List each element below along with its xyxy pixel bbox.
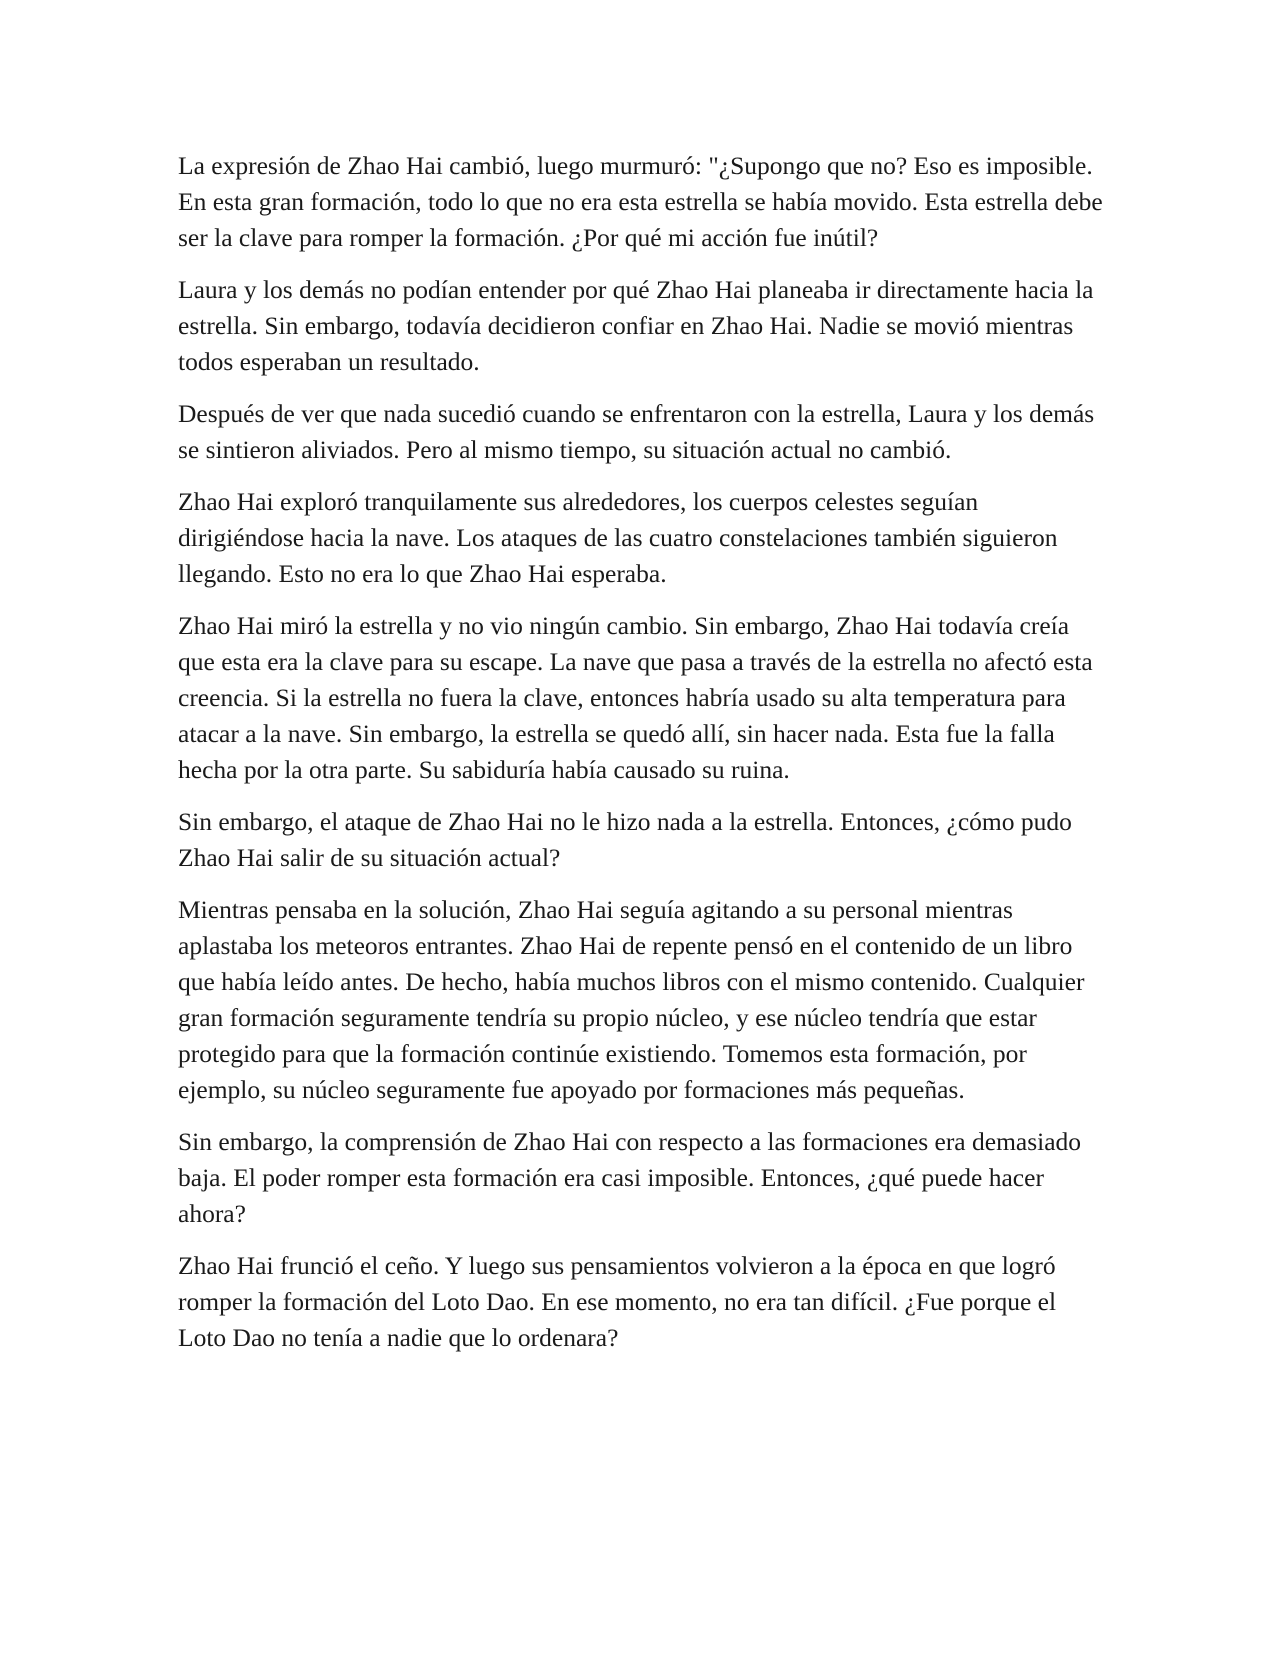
paragraph-3: Después de ver que nada sucedió cuando se enfrentaron con la estrella, Laura y los demás se sintieron aliviados. Pero al mismo tiempo, su situación actual no cambió. bbox=[178, 399, 1095, 464]
document-body bbox=[178, 148, 1108, 1372]
paragraph-8: Sin embargo, la comprensión de Zhao Hai con respecto a las formaciones era demasiado baja. El poder romper esta formación era casi imposible. Entonces, ¿qué puede hacer ahora? bbox=[178, 1127, 1082, 1228]
paragraph-5: Zhao Hai miró la estrella y no vio ningún cambio. Sin embargo, Zhao Hai todavía creía que esta era la clave para su escape. La nave que pasa a través de la estrella no afectó esta creencia. Si la estrella no fuera la clave, entonces habría usado su alta temperatura para atacar a la nave. Sin embargo, la estrella se quedó allí, sin hacer nada. Esta fue la falla hecha por la otra parte. Su sabiduría había causado su ruina. bbox=[178, 611, 1093, 784]
paragraph-7: Mientras pensaba en la solución, Zhao Hai seguía agitando a su personal mientras aplastaba los meteoros entrantes. Zhao Hai de repente pensó en el contenido de un libro que había leído antes. De hecho, había muchos libros con el mismo contenido. Cualquier gran formación seguramente tendría su propio núcleo, y ese núcleo tendría que estar protegido para que la formación continúe existiendo. Tomemos esta formación, por ejemplo, su núcleo seguramente fue apoyado por formaciones más pequeñas. bbox=[178, 895, 1085, 1104]
paragraph-2: Laura y los demás no podían entender por qué Zhao Hai planeaba ir directamente hacia la estrella. Sin embargo, todavía decidieron confiar en Zhao Hai. Nadie se movió mientras todos esperaban un resultado. bbox=[178, 275, 1094, 376]
paragraph-9: Zhao Hai frunció el ceño. Y luego sus pensamientos volvieron a la época en que logró romper la formación del Loto Dao. En ese momento, no era tan difícil. ¿Fue porque el Loto Dao no tenía a nadie que lo ordenara? bbox=[178, 1251, 1057, 1352]
paragraph-4: Zhao Hai exploró tranquilamente sus alrededores, los cuerpos celestes seguían dirigiéndose hacia la nave. Los ataques de las cuatro constelaciones también siguieron llegando. Esto no era lo que Zhao Hai esperaba. bbox=[178, 487, 1058, 588]
paragraph-1: La expresión de Zhao Hai cambió, luego murmuró: "¿Supongo que no? Eso es imposible. En esta gran formación, todo lo que no era esta estrella se había movido. Esta estrella debe ser la clave para romper la formación. ¿Por qué mi acción fue inútil? bbox=[178, 151, 1103, 252]
paragraph-6: Sin embargo, el ataque de Zhao Hai no le hizo nada a la estrella. Entonces, ¿cómo pudo Zhao Hai salir de su situación actual? bbox=[178, 807, 1072, 872]
